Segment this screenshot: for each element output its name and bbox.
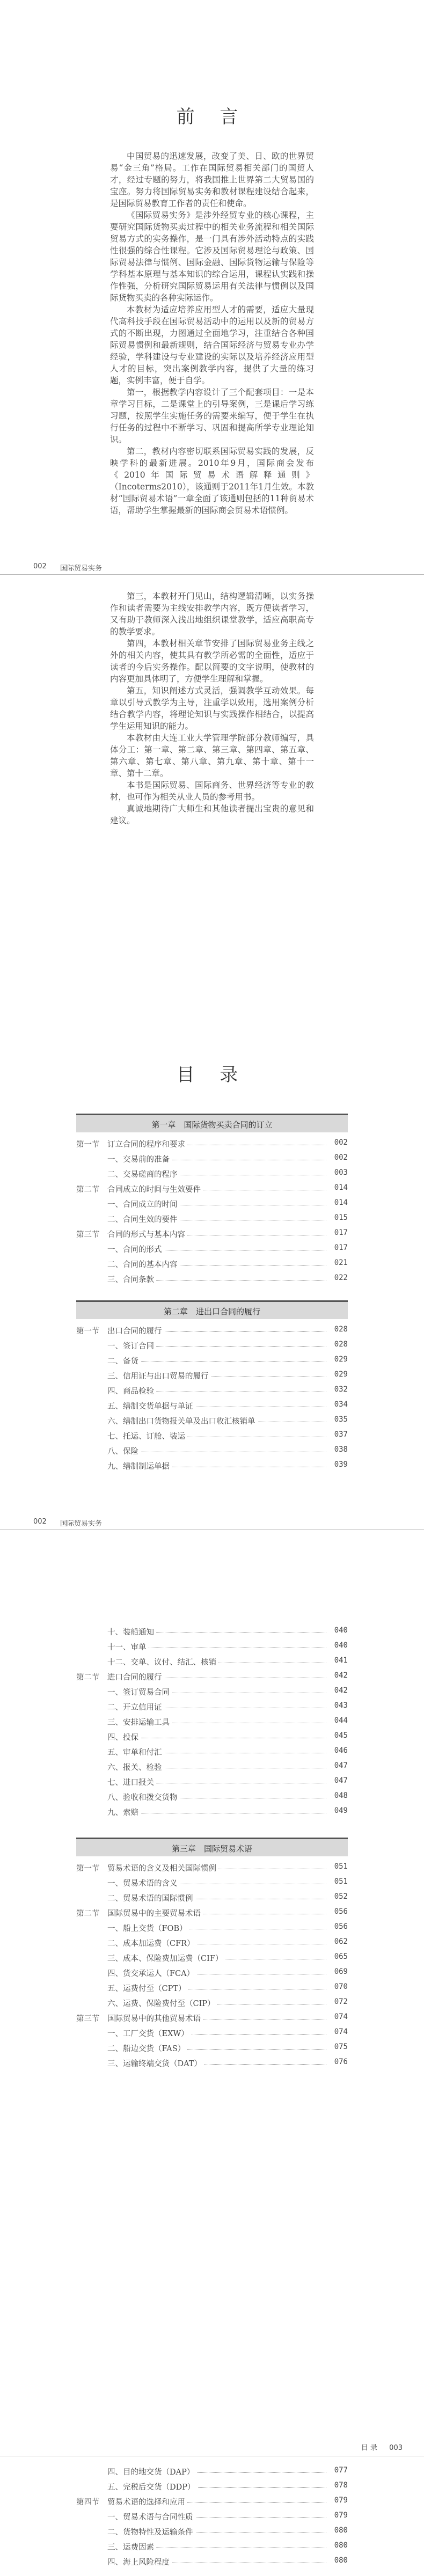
page-003-header xyxy=(361,2442,403,2452)
entry-label: 第二节 进口合同的履行 xyxy=(76,1671,164,1682)
entry-label: 第一节 出口合同的履行 xyxy=(76,1325,164,1336)
toc-subsection-entry[interactable] xyxy=(76,1937,348,1948)
entry-page-number: 040 xyxy=(334,1641,348,1650)
entry-page-number: 047 xyxy=(334,1776,348,1785)
entry-page-number: 015 xyxy=(334,1213,348,1222)
entry-label: 五、缮制交货单据与单证 xyxy=(107,1400,195,1411)
entry-label: 十一、审单 xyxy=(107,1641,149,1652)
toc-section-entry[interactable] xyxy=(76,1183,348,1194)
entry-page-number: 069 xyxy=(334,1967,348,1976)
entry-page-number: 076 xyxy=(334,2058,348,2066)
toc-subsection-entry[interactable] xyxy=(76,1258,348,1269)
entry-page-number: 002 xyxy=(334,1138,348,1147)
body-paragraph: 本教材为适应培养应用型人才的需要，适应大量现代高科技手段在国际贸易活动中的运用以及新的贸易方式的不断出现，力图通过全面地学习，注重结合各种国际贸易惯例和最新规则，结合国际经济与贸易专业办学经验，学科建设与专业建设的实际以及培养经济应用型人才的目标，突出案例教学内容，提供了大量的练习题，实例丰富，便于自学。 xyxy=(110,305,314,385)
entry-label: 二、合同的基本内容 xyxy=(107,1258,180,1270)
entry-label: 十二、交单、议付、结汇、核销 xyxy=(107,1656,218,1667)
entry-label: 二、成本加运费（CFR） xyxy=(107,1937,197,1949)
toc-subsection-entry[interactable] xyxy=(76,1982,348,1993)
toc-page-2 xyxy=(0,1513,424,2211)
entry-page-number: 017 xyxy=(334,1243,348,1252)
running-title: 国际贸易实务 xyxy=(60,565,103,573)
entry-label: 四、投保 xyxy=(107,1731,141,1743)
chapter-heading[interactable] xyxy=(76,1300,348,1319)
chapter-heading[interactable] xyxy=(76,1838,348,1856)
chapter-title: 第一章 国际货物买卖合同的订立 xyxy=(151,1120,273,1130)
entry-page-number: 047 xyxy=(334,1761,348,1770)
entry-page-number: 002 xyxy=(334,1153,348,1162)
running-title-c: 目 录 xyxy=(361,2444,377,2452)
toc-subsection-entry[interactable] xyxy=(76,2511,348,2522)
chapter-title: 第三章 国际贸易术语 xyxy=(171,1844,252,1854)
entry-page-number: 052 xyxy=(334,1892,348,1901)
chapter-title: 第二章 进出口合同的履行 xyxy=(163,1307,260,1316)
toc-subsection-entry[interactable] xyxy=(76,1626,348,1637)
toc-section-entry[interactable] xyxy=(76,1138,348,1149)
entry-label: 三、合同条款 xyxy=(107,1274,156,1285)
toc-subsection-entry[interactable] xyxy=(76,1460,348,1471)
toc-section-entry[interactable] xyxy=(76,1325,348,1336)
body-paragraph: 本教材由大连工业大学管理学院部分教师编写，具体分工：第一章、第二章、第三章、第四章、第五章、第六章、第七章、第八章、第九章、第十章、第十一章、第十二章。 xyxy=(110,733,314,778)
entry-page-number: 070 xyxy=(334,1982,348,1991)
entry-label: 一、合同的形式 xyxy=(107,1243,164,1255)
entry-label: 三、信用证与出口贸易的履行 xyxy=(107,1370,211,1381)
entry-label: 一、合同成立的时间 xyxy=(107,1198,180,1210)
page-number-c: 003 xyxy=(389,2444,403,2452)
chapter-heading[interactable] xyxy=(76,1114,348,1132)
toc-subsection-entry[interactable] xyxy=(76,1274,348,1284)
entry-page-number: 044 xyxy=(334,1716,348,1725)
page-number-b: 002 xyxy=(33,1518,47,1526)
toc-subsection-entry[interactable] xyxy=(76,1415,348,1426)
header-divider-b xyxy=(0,1529,424,1530)
entry-label: 二、贸易术语的国际惯例 xyxy=(107,1892,195,1904)
toc-subsection-entry[interactable] xyxy=(76,2028,348,2038)
toc-subsection-entry[interactable] xyxy=(76,1877,348,1888)
entry-label: 七、进口报关 xyxy=(107,1776,156,1788)
entry-label: 第三节 合同的形式与基本内容 xyxy=(76,1228,187,1240)
body-paragraph: 第二，教材内容密切联系国际贸易实践的发展，反映学科的最新进展。2010年9月，国际商会发布《2010年国际贸易术语解释通则》（Incoterms2010），该通则于2011年1月生效。本教材“国际贸易术语”一章全面了该通则包括的11种贸易术语，帮助学生掌握最新的国际商会贸易术语惯例。 xyxy=(110,447,314,515)
entry-page-number: 056 xyxy=(334,1922,348,1931)
entry-label: 二、备货 xyxy=(107,1355,141,1366)
entry-page-number: 043 xyxy=(334,1701,348,1710)
body-paragraph: 真诚地期待广大师生和其他读者提出宝贵的意见和建议。 xyxy=(110,804,314,825)
entry-page-number: 080 xyxy=(334,2541,348,2550)
toc-subsection-entry[interactable] xyxy=(76,1153,348,1164)
entry-label: 第一节 贸易术语的含义及相关国际惯例 xyxy=(76,1862,218,1874)
entry-page-number: 042 xyxy=(334,1671,348,1680)
entry-label: 六、报关、检验 xyxy=(107,1761,164,1773)
toc-section-entry[interactable] xyxy=(76,1228,348,1239)
toc-subsection-entry[interactable] xyxy=(76,1445,348,1456)
entry-label: 二、开立信用证 xyxy=(107,1701,164,1713)
entry-page-number: 074 xyxy=(334,2028,348,2036)
entry-label: 第一节 订立合同的程序和要求 xyxy=(76,1138,187,1150)
body-paragraph: 第一，根据教学内容设计了三个配套项目：一是本章学习目标，二是课堂上的引导案例，三是课后学习练习题，按照学生实施任务的需要来编写，便于学生在执行任务的过程中不断学习、巩固和提高所学专业理论知识。 xyxy=(110,387,314,444)
entry-label: 二、货物特性及运输条件 xyxy=(107,2526,195,2537)
toc-subsection-entry[interactable] xyxy=(76,1761,348,1772)
toc-subsection-entry[interactable] xyxy=(76,2481,348,2492)
entry-label: 一、船上交货（FOB） xyxy=(107,1922,189,1934)
toc-subsection-entry[interactable] xyxy=(76,1370,348,1381)
entry-page-number: 051 xyxy=(334,1862,348,1871)
entry-page-number: 046 xyxy=(334,1746,348,1755)
header-divider xyxy=(0,574,424,575)
running-title-b: 国际贸易实务 xyxy=(60,1520,103,1528)
entry-label: 五、审单和付汇 xyxy=(107,1746,164,1758)
entry-page-number: 051 xyxy=(334,1877,348,1886)
entry-page-number: 074 xyxy=(334,2012,348,2021)
entry-label: 五、运费付至（CPT） xyxy=(107,1982,188,1994)
toc-subsection-entry[interactable] xyxy=(76,1243,348,1254)
page-number: 002 xyxy=(33,562,47,570)
toc-subsection-entry[interactable] xyxy=(76,1997,348,2008)
entry-label: 一、签订贸易合同 xyxy=(107,1686,172,1697)
entry-label: 八、验收和拨交货物 xyxy=(107,1791,180,1803)
body-paragraph: 本书是国际贸易、国际商务、世界经济等专业的教材，也可作为相关从业人员的参考用书。 xyxy=(110,780,314,802)
entry-page-number: 041 xyxy=(334,1656,348,1665)
toc-subsection-entry[interactable] xyxy=(76,1656,348,1667)
toc-subsection-entry[interactable] xyxy=(76,2058,348,2068)
toc-subsection-entry[interactable] xyxy=(76,1686,348,1697)
entry-page-number: 045 xyxy=(334,1731,348,1740)
entry-page-number: 032 xyxy=(334,1385,348,1394)
entry-label: 四、货交承运人（FCA） xyxy=(107,1967,196,1979)
toc-section-entry[interactable] xyxy=(76,2496,348,2507)
entry-label: 第三节 国际贸易中的其他贸易术语 xyxy=(76,2012,203,2024)
body-paragraph: 《国际贸易实务》是涉外经贸专业的核心课程，主要研究国际货物买卖过程中的相关业务流程和相关国际贸易方式的实务操作，是一门具有涉外活动特点的实践性很强的综合性课程。它涉及国际贸易理论与政策、国际贸易法律与惯例、国际金融、国际货物运输与保险等学科基本原理与基本知识的综合运用，课程认实践和操作性强，分析研究国际贸易运用有关法律与惯例以及国际货物买卖的各种实际运作。 xyxy=(110,210,314,303)
entry-label: 七、托运、订舱、装运 xyxy=(107,1430,187,1441)
entry-page-number: 038 xyxy=(334,1445,348,1454)
entry-label: 二、船边交货（FAS） xyxy=(107,2043,187,2054)
toc-subsection-entry[interactable] xyxy=(76,1746,348,1757)
entry-page-number: 037 xyxy=(334,1430,348,1439)
toc-subsection-entry[interactable] xyxy=(76,1776,348,1787)
toc-subsection-entry[interactable] xyxy=(76,1716,348,1727)
toc-subsection-entry[interactable] xyxy=(76,1198,348,1209)
preface-page xyxy=(0,0,424,515)
toc-section-entry[interactable] xyxy=(76,2012,348,2023)
entry-label: 九、索赔 xyxy=(107,1806,141,1818)
toc-subsection-entry[interactable] xyxy=(76,1641,348,1652)
entry-page-number: 077 xyxy=(334,2466,348,2475)
entry-label: 一、交易前的准备 xyxy=(107,1153,172,1165)
toc-section-entry[interactable] xyxy=(76,1671,348,1682)
toc-section-entry[interactable] xyxy=(76,1907,348,1918)
entry-label: 四、商品检验 xyxy=(107,1385,156,1396)
running-header-b xyxy=(0,1513,424,1529)
entry-page-number: 048 xyxy=(334,1791,348,1800)
toc-subsection-entry[interactable] xyxy=(76,1967,348,1978)
entry-label: 第四节 贸易术语的选择和应用 xyxy=(76,2496,187,2507)
entry-label: 三、运费因素 xyxy=(107,2541,156,2552)
entry-label: 六、运费、保险费付至（CIP） xyxy=(107,1997,217,2009)
toc-subsection-entry[interactable] xyxy=(76,1213,348,1224)
entry-label: 九、缮制制运单据 xyxy=(107,1460,172,1472)
entry-page-number: 079 xyxy=(334,2511,348,2520)
toc-subsection-entry[interactable] xyxy=(76,1430,348,1441)
toc-subsection-entry[interactable] xyxy=(76,2043,348,2053)
entry-page-number: 028 xyxy=(334,1340,348,1349)
entry-page-number: 080 xyxy=(334,2556,348,2565)
toc-page-1 xyxy=(0,955,424,1513)
entry-page-number: 039 xyxy=(334,1460,348,1469)
entry-label: 一、贸易术语与合同性质 xyxy=(107,2511,195,2522)
entry-page-number: 017 xyxy=(334,1228,348,1237)
entry-label: 十、装船通知 xyxy=(107,1626,156,1637)
entry-page-number: 014 xyxy=(334,1183,348,1192)
toc-subsection-entry[interactable] xyxy=(76,2526,348,2537)
entry-label: 四、海上风险程度 xyxy=(107,2556,172,2567)
entry-page-number: 062 xyxy=(334,1937,348,1946)
entry-page-number: 029 xyxy=(334,1355,348,1364)
entry-page-number: 035 xyxy=(334,1415,348,1424)
toc-subsection-entry[interactable] xyxy=(76,1922,348,1933)
page-002 xyxy=(0,558,424,934)
entry-label: 八、保险 xyxy=(107,1445,141,1457)
toc-subsection-entry[interactable] xyxy=(76,1701,348,1712)
entry-page-number: 056 xyxy=(334,1907,348,1916)
entry-page-number: 040 xyxy=(334,1626,348,1635)
entry-page-number: 078 xyxy=(334,2481,348,2490)
toc-subsection-entry[interactable] xyxy=(76,2541,348,2552)
entry-label: 五、完税后交货（DDP） xyxy=(107,2481,198,2492)
toc-page-3 xyxy=(0,2436,424,2576)
toc-subsection-entry[interactable] xyxy=(76,2556,348,2567)
toc-subsection-entry[interactable] xyxy=(76,1731,348,1742)
entry-page-number: 049 xyxy=(334,1806,348,1815)
body-paragraph: 中国贸易的迅速发展，改变了美、日、欧的世界贸易“金三角”格局。工作在国际贸易相关部门的国贸人才，经过专题的努力，将我国推上世界第二大贸易国的宝座。努力将国际贸易实务和教材课程建设结合起来，是国际贸易教育工作者的责任和使命。 xyxy=(110,151,314,208)
entry-label: 第二节 国际贸易中的主要贸易术语 xyxy=(76,1907,203,1919)
running-header xyxy=(0,558,424,574)
toc-section-entry[interactable] xyxy=(76,1862,348,1873)
entry-label: 一、贸易术语的含义 xyxy=(107,1877,180,1889)
toc-subsection-entry[interactable] xyxy=(76,1400,348,1411)
entry-page-number: 072 xyxy=(334,1997,348,2006)
toc-title: 目 录 xyxy=(176,1064,248,1086)
entry-label: 一、工厂交货（EXW） xyxy=(107,2028,191,2039)
preface-title: 前 言 xyxy=(176,106,248,128)
toc-subsection-entry[interactable] xyxy=(76,2466,348,2477)
toc-subsection-entry[interactable] xyxy=(76,1385,348,1396)
toc-subsection-entry[interactable] xyxy=(76,1806,348,1817)
entry-page-number: 034 xyxy=(334,1400,348,1409)
body-paragraph: 第四，本教材相关章节安排了国际贸易业务主线之外的相关内容，使其具有教学所必需的全面性，适应于读者的今后实务操作。配以简要的文字说明，使教材的内容更加具体明了，方便学生理解和掌握。 xyxy=(110,639,314,684)
body-paragraph: 第三，本教材开门见山，结构逻辑清晰，以实务操作和读者需要为主线安排教学内容，既方便读者学习，又有助于教师深入浅出地组织课堂教学，适应高职高专的教学要求。 xyxy=(110,591,314,636)
entry-page-number: 080 xyxy=(334,2526,348,2535)
entry-page-number: 021 xyxy=(334,1258,348,1267)
entry-label: 四、目的地交货（DAP） xyxy=(107,2466,196,2477)
entry-label: 六、缮制出口货物报关单及出口收汇核销单 xyxy=(107,1415,258,1426)
entry-page-number: 028 xyxy=(334,1325,348,1334)
entry-page-number: 065 xyxy=(334,1952,348,1961)
entry-label: 一、签订合同 xyxy=(107,1340,156,1351)
entry-page-number: 003 xyxy=(334,1168,348,1177)
entry-page-number: 079 xyxy=(334,2496,348,2505)
toc-subsection-entry[interactable] xyxy=(76,1791,348,1802)
entry-page-number: 075 xyxy=(334,2043,348,2051)
entry-label: 三、运输终端交货（DAT） xyxy=(107,2058,204,2069)
toc-subsection-entry[interactable] xyxy=(76,1168,348,1179)
entry-page-number: 042 xyxy=(334,1686,348,1695)
toc-subsection-entry[interactable] xyxy=(76,1952,348,1963)
body-paragraph: 第五，知识阐述方式灵活，强调教学互动效果。每章以引导式教学为主导，注重学以致用，选用案例分析结合教学内容，将理论知识与实践操作相结合，以提高学生运用知识的能力。 xyxy=(110,686,314,731)
toc-subsection-entry[interactable] xyxy=(76,1340,348,1351)
entry-label: 二、合同生效的要件 xyxy=(107,1213,180,1225)
entry-label: 第二节 合同成立的时间与生效要件 xyxy=(76,1183,203,1195)
entry-page-number: 029 xyxy=(334,1370,348,1379)
entry-page-number: 022 xyxy=(334,1274,348,1282)
entry-label: 二、交易磋商的程序 xyxy=(107,1168,180,1180)
entry-page-number: 014 xyxy=(334,1198,348,1207)
entry-label: 三、安排运输工具 xyxy=(107,1716,172,1728)
toc-subsection-entry[interactable] xyxy=(76,1355,348,1366)
entry-label: 三、成本、保险费加运费（CIF） xyxy=(107,1952,225,1964)
toc-subsection-entry[interactable] xyxy=(76,1892,348,1903)
